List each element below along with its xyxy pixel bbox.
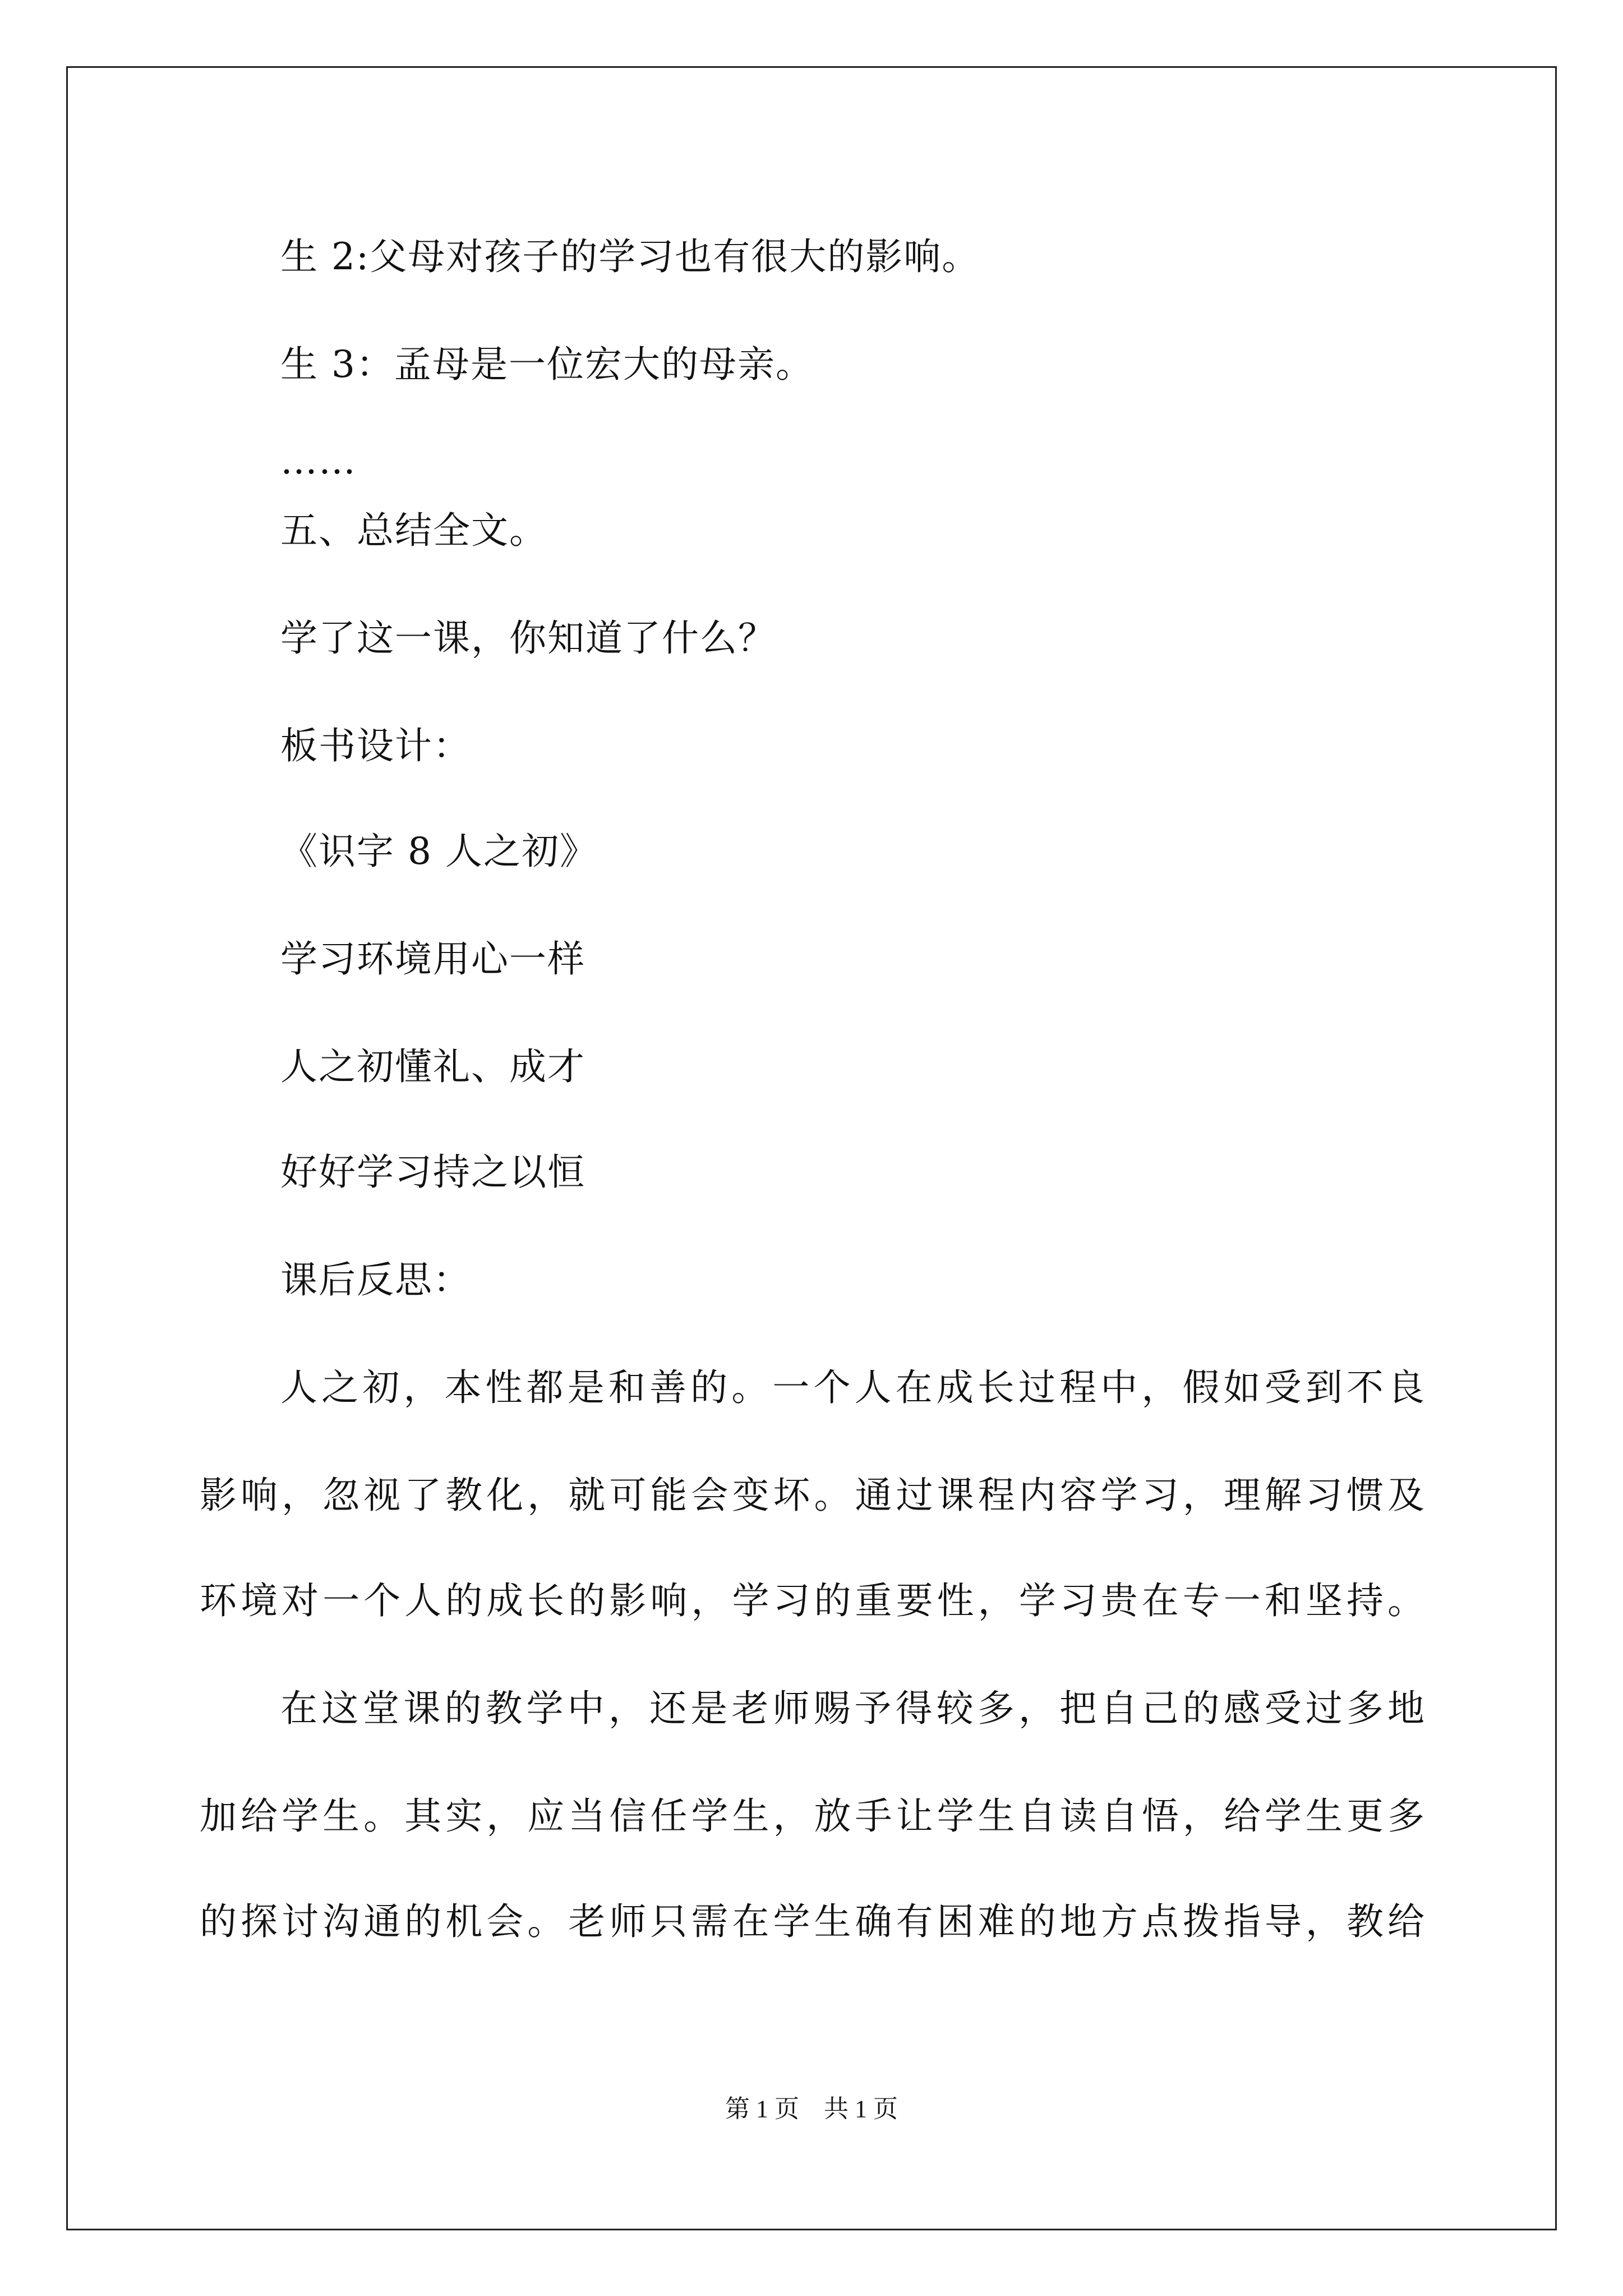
board-line-1: 学习环境用心一样 <box>280 937 585 981</box>
text-line-question: 学了这一课，你知道了什么？ <box>280 616 776 660</box>
page-number: 第 1 页 共 1 页 <box>725 2095 898 2123</box>
text-line-student-3: 生 3：孟母是一位宏大的母亲。 <box>280 343 814 386</box>
paragraph-2-line-2: 加给学生。其实，应当信任学生，放手让学生自读自悟，给学生更多 <box>200 1795 1424 1838</box>
paragraph-1-line-3: 环境对一个人的成长的影响，学习的重要性，学习贵在专一和坚持。 <box>200 1579 1424 1622</box>
board-line-3: 好好学习持之以恒 <box>280 1151 585 1194</box>
paragraph-2-line-1: 在这堂课的教学中，还是老师赐予得较多，把自己的感受过多地 <box>280 1687 1424 1730</box>
paragraph-1-line-2: 影响，忽视了教化，就可能会变坏。通过课程内容学习，理解习惯及 <box>200 1474 1424 1517</box>
text-line-ellipsis: …… <box>280 439 357 482</box>
board-design-heading: 板书设计： <box>280 724 471 767</box>
paragraph-1-line-1: 人之初，本性都是和善的。一个人在成长过程中，假如受到不良 <box>280 1366 1424 1409</box>
reflection-heading: 课后反思： <box>280 1258 471 1301</box>
board-title: 《识字 8 人之初》 <box>280 830 598 873</box>
text-line-student-2: 生 2:父母对孩子的学习也有很大的影响。 <box>280 235 980 278</box>
board-line-2: 人之初懂礼、成才 <box>280 1045 585 1088</box>
paragraph-2-line-3: 的探讨沟通的机会。老师只需在学生确有困难的地方点拨指导，教给 <box>200 1900 1424 1943</box>
section-heading-summary: 五、总结全文。 <box>280 509 547 552</box>
